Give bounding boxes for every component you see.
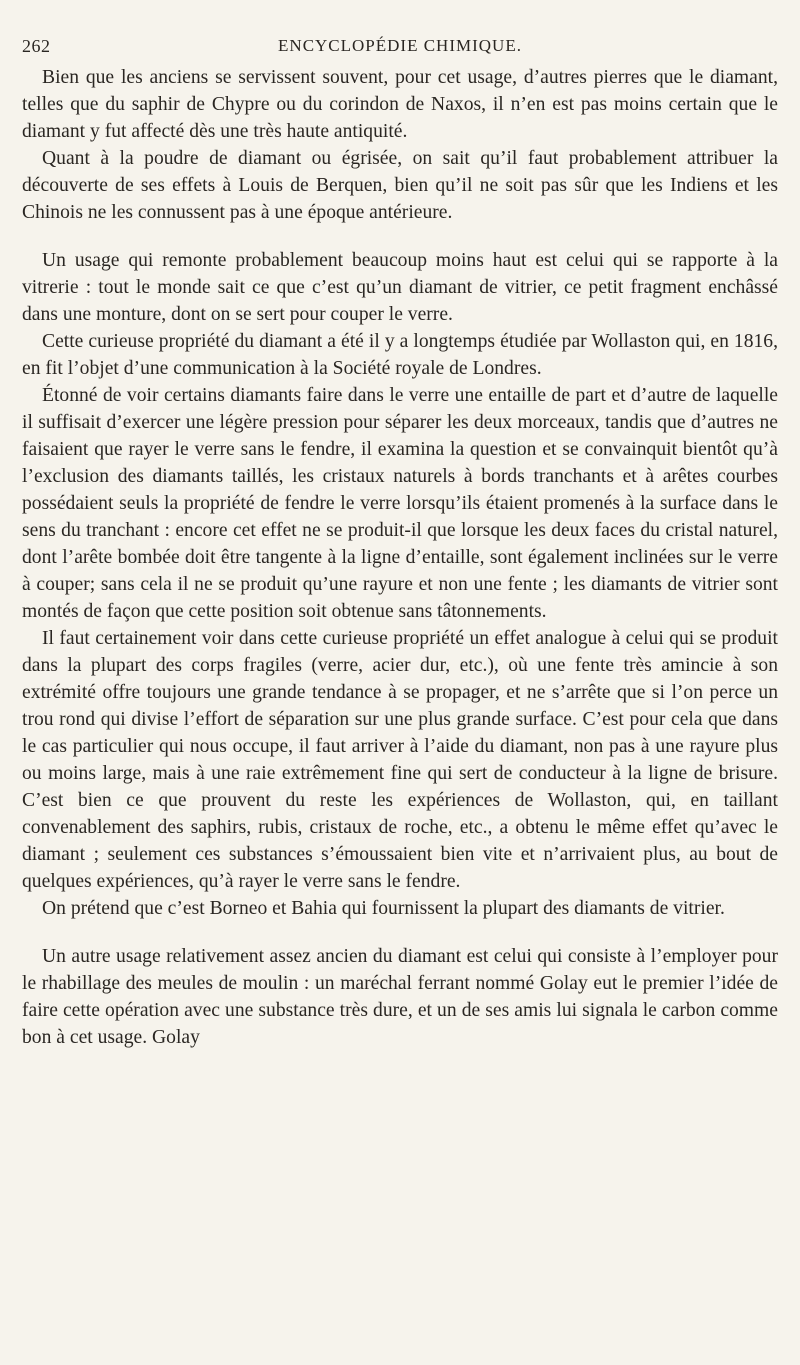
page-number: 262 [22, 36, 51, 56]
paragraph-glazier-usage: Un usage qui remonte probablement beaucoup moins haut est celui qui se rapporte à la vitrerie : tout le monde sait ce que c’est qu’un diamant de vitrier, ce petit fragment enchâssé dans une monture, dont on se sert pour couper le verre. [22, 250, 778, 325]
paragraph-fragile-bodies: Il faut certainement voir dans cette curieuse propriété un effet analogue à celui qui se produit dans la plupart des corps fragiles (verre, acier dur, etc.), où une fente très amincie à son extrémité offre toujours une grande tendance à se propager, et ne s’arrête que si l’on perce un trou rond qui divise l’effort de séparation sur une plus grande surface. C’est pour cela que dans le cas particulier qui nous occupe, il faut arriver à l’aide du diamant, non pas à une rayure plus ou moins large, mais à une raie extrêmement fine qui sert de conducteur à la ligne de brisure. C’est bien ce que prouvent du reste les expériences de Wollaston, qui, en taillant convenablement des saphirs, rubis, cristaux de roche, etc., a obtenu le même effet qu’avec le diamant ; seulement ces substances s’émoussaient bien vite et n’arrivaient plus, au bout de quelques expériences, qu’à rayer le verre sans le fendre. [22, 628, 778, 892]
page-header [22, 30, 778, 62]
paragraph-cutting-property: Étonné de voir certains diamants faire dans le verre une entaille de part et d’autre de laquelle il suffisait d’exercer une légère pression pour séparer les deux morceaux, tandis que d’autres ne faisaient que rayer le verre sans le fendre, il examina la question et se convainquit bientôt qu’à l’exclusion des diamants taillés, les cristaux naturels à bords tranchants et à arêtes courbes possédaient seuls la propriété de fendre le verre lorsqu’ils étaient promenés à la surface dans le sens du tranchant : encore cet effet ne se produit-il que lorsque les deux faces du cristal naturel, dont l’arête bombée doit être tangente à la ligne d’entaille, sont également inclinées sur le verre à couper; sans cela il ne se produit qu’une rayure et non une fente ; les diamants de vitrier sont montés de façon que cette position soit obtenue sans tâtonnements. [22, 385, 778, 622]
paragraph-wollaston-study: Cette curieuse propriété du diamant a été il y a longtemps étudiée par Wollaston qui, en 1816, en fit l’objet d’une communication à la Société royale de Londres. [22, 331, 778, 379]
body-text [22, 64, 778, 1051]
paragraph-millstones: Un autre usage relativement assez ancien du diamant est celui qui consiste à l’employer pour le rhabillage des meules de moulin : un maréchal ferrant nommé Golay eut le premier l’idée de faire cette opération avec une substance très dure, et un de ses amis lui signala le carbon comme bon à cet usage. Golay [22, 946, 778, 1048]
paragraph-ancient-stones: Bien que les anciens se servissent souvent, pour cet usage, d’autres pierres que le diamant, telles que du saphir de Chypre ou du corindon de Naxos, il n’en est pas moins certain que le diamant y fut affecté dès une très haute antiquité. [22, 67, 778, 142]
running-title: ENCYCLOPÉDIE CHIMIQUE. [278, 36, 522, 55]
paragraph-borneo-bahia: On prétend que c’est Borneo et Bahia qui fournissent la plupart des diamants de vitrier. [42, 898, 725, 919]
paragraph-diamond-powder: Quant à la poudre de diamant ou égrisée, on sait qu’il faut probablement attribuer la découverte de ses effets à Louis de Berquen, bien qu’il ne soit pas sûr que les Indiens et les Chinois ne les connussent pas à une époque antérieure. [22, 148, 778, 223]
